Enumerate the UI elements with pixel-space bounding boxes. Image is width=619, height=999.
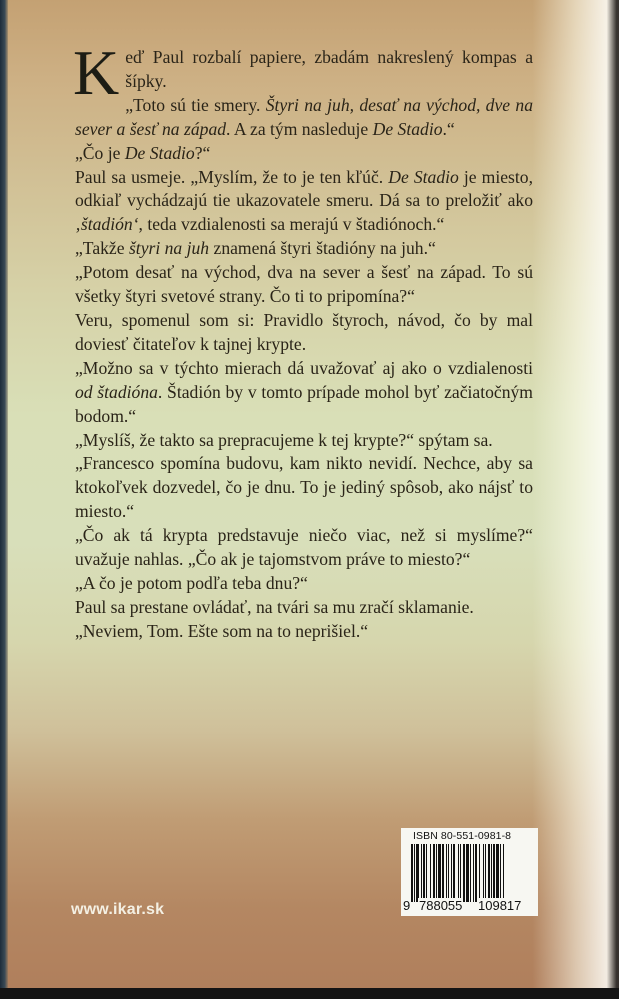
blurb-paragraph (75, 572, 533, 596)
text-segment: „Francesco spomína budovu, kam nikto nevidí. Nechce, aby sa ktokoľvek dozvedel, čo je dnu. To je jediný spôsob, ako nájsť to miesto.“ (75, 453, 533, 522)
ean-right-group: 109817 (478, 898, 522, 913)
italic-text: De Stadio (124, 142, 195, 163)
drop-cap: K (73, 37, 120, 108)
blurb-paragraph (75, 261, 533, 309)
text-segment: „Možno sa v týchto mierach dá uvažovať aj ako o vzdialenosti (75, 357, 533, 378)
ean-left-group: 788055 (419, 898, 463, 913)
blurb-paragraph (75, 309, 533, 357)
text-segment: „Čo ak tá krypta predstavuje niečo viac, než si myslíme?“ uvažuje nahlas. „Čo ak je tajomstvom práve to miesto?“ (75, 525, 533, 570)
italic-text: od štadióna (75, 381, 158, 402)
blurb-paragraph (75, 166, 533, 238)
text-segment: Paul sa usmeje. „Myslím, že to je ten kľúč. (75, 166, 389, 187)
cover-spine-edge (0, 0, 8, 988)
text-segment: eď Paul rozbalí papiere, zbadám nakreslený kompas a šípky. (125, 47, 533, 91)
text-segment: ?“ (194, 142, 211, 163)
text-segment: je miesto, odkiaľ vychádzajú tie ukazovatele smeru. Dá sa to preložiť ako (75, 166, 533, 211)
background-surface (0, 988, 619, 999)
text-segment: . A za tým nasleduje (226, 118, 373, 139)
text-segment: Veru, spomenul som si: Pravidlo štyroch, návod, čo by mal doviesť čitateľov k tajnej krypte. (75, 309, 533, 354)
blurb-paragraph (75, 620, 533, 644)
publisher-url[interactable]: www.ikar.sk (71, 901, 165, 918)
blurb-paragraph (75, 596, 533, 620)
text-segment: znamená štyri štadióny na juh.“ (209, 238, 436, 259)
text-segment: Paul sa prestane ovládať, na tvári sa mu zračí sklamanie. (75, 596, 474, 617)
barcode-bars (411, 844, 534, 902)
text-segment: „Takže (75, 238, 129, 259)
blurb-paragraph (75, 429, 533, 453)
text-segment: „Čo je (75, 142, 125, 163)
blurb-paragraph (75, 357, 533, 429)
text-segment: „Potom desať na východ, dva na sever a šesť na západ. To sú všetky štyri svetové strany. Čo ti to pripomína?“ (75, 262, 533, 307)
text-segment: , teda vzdialenosti sa merajú v štadiónoch.“ (138, 214, 445, 235)
italic-text: De Stadio (372, 118, 443, 139)
ean-first-digit: 9 (403, 898, 411, 913)
text-segment: „A čo je potom podľa teba dnu?“ (75, 572, 308, 593)
blurb-paragraph (75, 237, 533, 261)
text-segment: . Štadión by v tomto prípade mohol byť začiatočným bodom.“ (75, 381, 533, 426)
italic-text: štyri na juh (128, 238, 210, 259)
isbn-label: ISBN 80-551-0981-8 (413, 830, 512, 842)
blurb-paragraph (75, 94, 533, 142)
text-segment: „Myslíš, že takto sa prepracujeme k tej krypte?“ spýtam sa. (75, 429, 493, 450)
italic-text: De Stadio (388, 166, 459, 187)
blurb-paragraph (75, 142, 533, 166)
blurb-paragraph (75, 524, 533, 572)
text-segment: „Toto sú tie smery. (125, 94, 266, 115)
italic-text: Štyri na juh, desať na východ, dve na sever a šesť na západ (75, 94, 533, 139)
isbn-barcode (401, 828, 538, 916)
blurb-text (73, 37, 533, 644)
blurb-paragraph (75, 452, 533, 524)
text-segment: „Neviem, Tom. Ešte som na to neprišiel.“ (75, 620, 369, 641)
italic-text: ‚štadión‘ (75, 214, 139, 235)
text-segment: .“ (442, 118, 455, 139)
